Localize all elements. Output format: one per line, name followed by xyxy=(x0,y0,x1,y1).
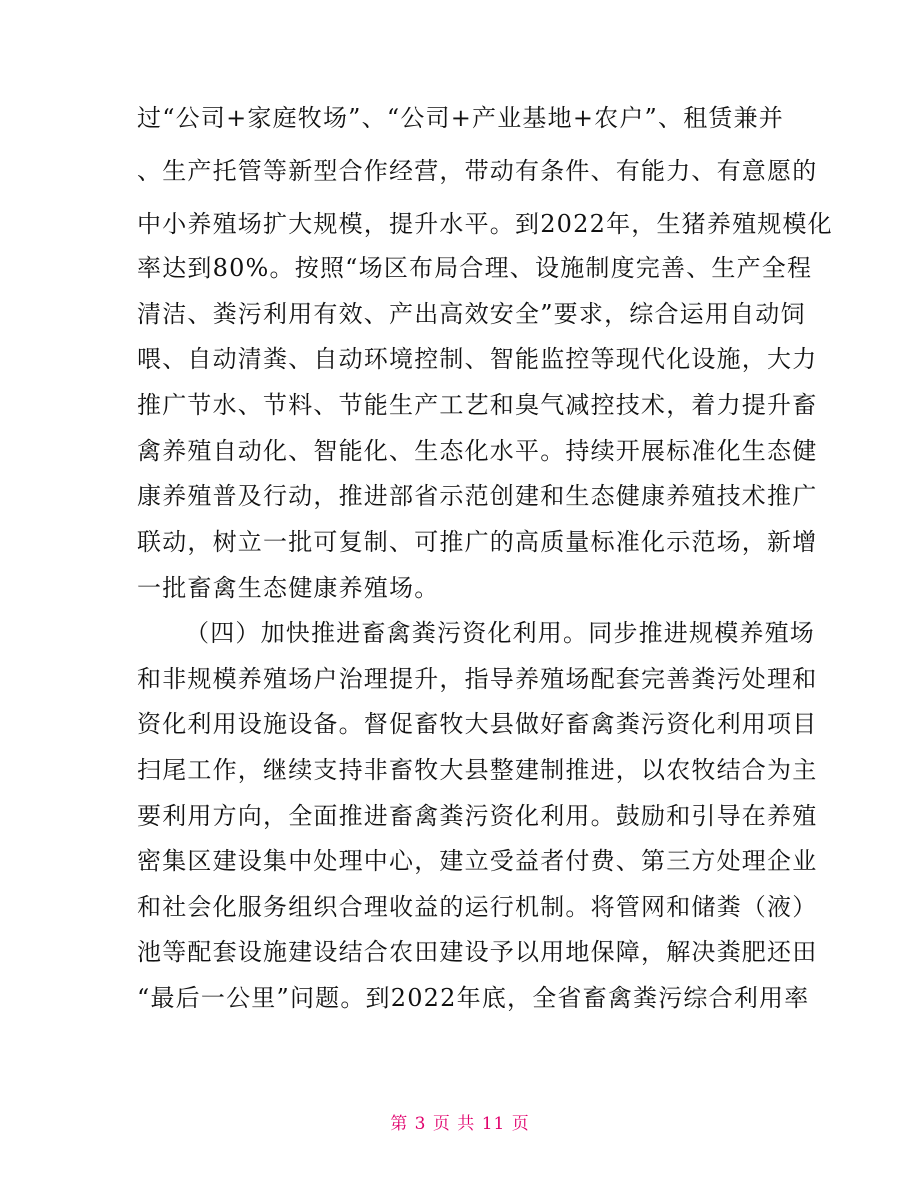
text-line: 密集区建设集中处理中心，建立受益者付费、第三方处理企业 xyxy=(137,847,818,875)
text-line: 和非规模养殖场户治理提升，指导养殖场配套完善粪污处理和 xyxy=(137,665,818,693)
text-line: 联动，树立一批可复制、可推广的高质量标准化示范场，新增 xyxy=(137,528,818,556)
text-line: 、生产托管等新型合作经营，带动有条件、有能力、有意愿的 xyxy=(137,157,818,185)
text-line: 过“公司+家庭牧场”、“公司+产业基地+农户”、租赁兼并 xyxy=(137,104,785,132)
text-line: 禽养殖自动化、智能化、生态化水平。持续开展标准化生态健 xyxy=(137,437,818,465)
text-line: “最后一公里”问题。到2022年底，全省畜禽粪污综合利用率 xyxy=(137,984,810,1012)
text-line: 池等配套设施建设结合农田建设予以用地保障，解决粪肥还田 xyxy=(137,938,818,966)
text-line: 资化利用设施设备。督促畜牧大县做好畜禽粪污资化利用项目 xyxy=(137,710,818,738)
text-line: 和社会化服务组织合理收益的运行机制。将管网和储粪（液） xyxy=(137,893,818,921)
text-line: 要利用方向，全面推进畜禽粪污资化利用。鼓励和引导在养殖 xyxy=(137,802,818,830)
text-line: 扫尾工作，继续支持非畜牧大县整建制推进，以农牧结合为主 xyxy=(137,756,818,784)
text-line: 率达到80%。按照“场区布局合理、设施制度完善、生产全程 xyxy=(137,254,813,282)
text-line: 康养殖普及行动，推进部省示范创建和生态健康养殖技术推广 xyxy=(137,482,818,510)
text-line: 中小养殖场扩大规模，提升水平。到2022年，生猪养殖规模化 xyxy=(137,210,833,238)
text-line: 喂、自动清粪、自动环境控制、智能监控等现代化设施，大力 xyxy=(137,345,818,373)
section-heading-line: （四）加快推进畜禽粪污资化利用。同步推进规模养殖场 xyxy=(185,619,815,647)
page-number: 第 3 页 共 11 页 xyxy=(390,1114,530,1134)
text-line: 推广节水、节料、节能生产工艺和臭气减控技术，着力提升畜 xyxy=(137,391,818,419)
text-line: 清洁、粪污利用有效、产出高效安全”要求，综合运用自动饲 xyxy=(137,300,806,328)
text-line: 一批畜禽生态健康养殖场。 xyxy=(137,574,440,602)
